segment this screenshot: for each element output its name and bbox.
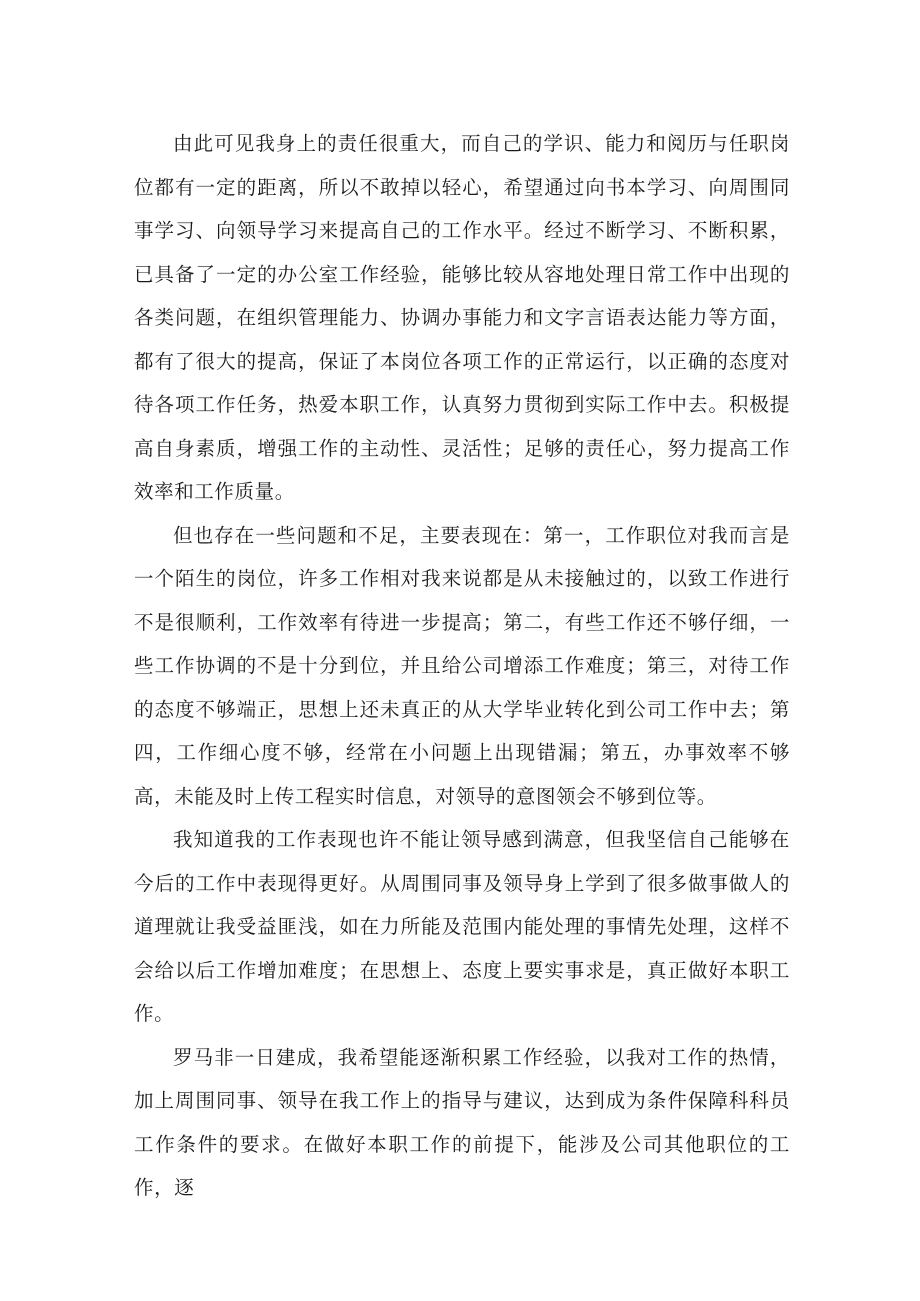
paragraph-improvement: 我知道我的工作表现也许不能让领导感到满意，但我坚信自己能够在今后的工作中表现得更好。从周围同事及领导身上学到了很多做事做人的道理就让我受益匪浅，如在力所能及范围内能处理的事情先处理，这样不会给以后工作增加难度；在思想上、态度上要实事求是，真正做好本职工作。 xyxy=(134,828,790,1025)
paragraph-responsibility: 由此可见我身上的责任很重大，而自己的学识、能力和阅历与任职岗位都有一定的距离，所以不敢掉以轻心，希望通过向书本学习、向周围同事学习、向领导学习来提高自己的工作水平。经过不断学习、不断积累，已具备了一定的办公室工作经验，能够比较从容地处理日常工作中出现的各类问题，在组织管理能力、协调办事能力和文字言语表达能力等方面，都有了很大的提高，保证了本岗位各项工作的正常运行，以正确的态度对待各项工作任务，热爱本职工作，认真努力贯彻到实际工作中去。积极提高自身素质，增强工作的主动性、灵活性；足够的责任心，努力提高工作效率和工作质量。 xyxy=(134,132,790,503)
document-body xyxy=(134,122,790,1210)
paragraph-shortcomings: 但也存在一些问题和不足，主要表现在：第一，工作职位对我而言是一个陌生的岗位，许多工作相对我来说都是从未接触过的，以致工作进行不是很顺利，工作效率有待进一步提高；第二，有些工作还不够仔细，一些工作协调的不是十分到位，并且给公司增添工作难度；第三，对待工作的态度不够端正，思想上还未真正的从大学毕业转化到公司工作中去；第四，工作细心度不够，经常在小问题上出现错漏；第五，办事效率不够高，未能及时上传工程实时信息，对领导的意图领会不够到位等。 xyxy=(134,523,790,808)
paragraph-outlook: 罗马非一日建成，我希望能逐渐积累工作经验，以我对工作的热情，加上周围同事、领导在我工作上的指导与建议，达到成为条件保障科科员工作条件的要求。在做好本职工作的前提下，能涉及公司其他职位的工作，逐 xyxy=(134,1045,790,1199)
